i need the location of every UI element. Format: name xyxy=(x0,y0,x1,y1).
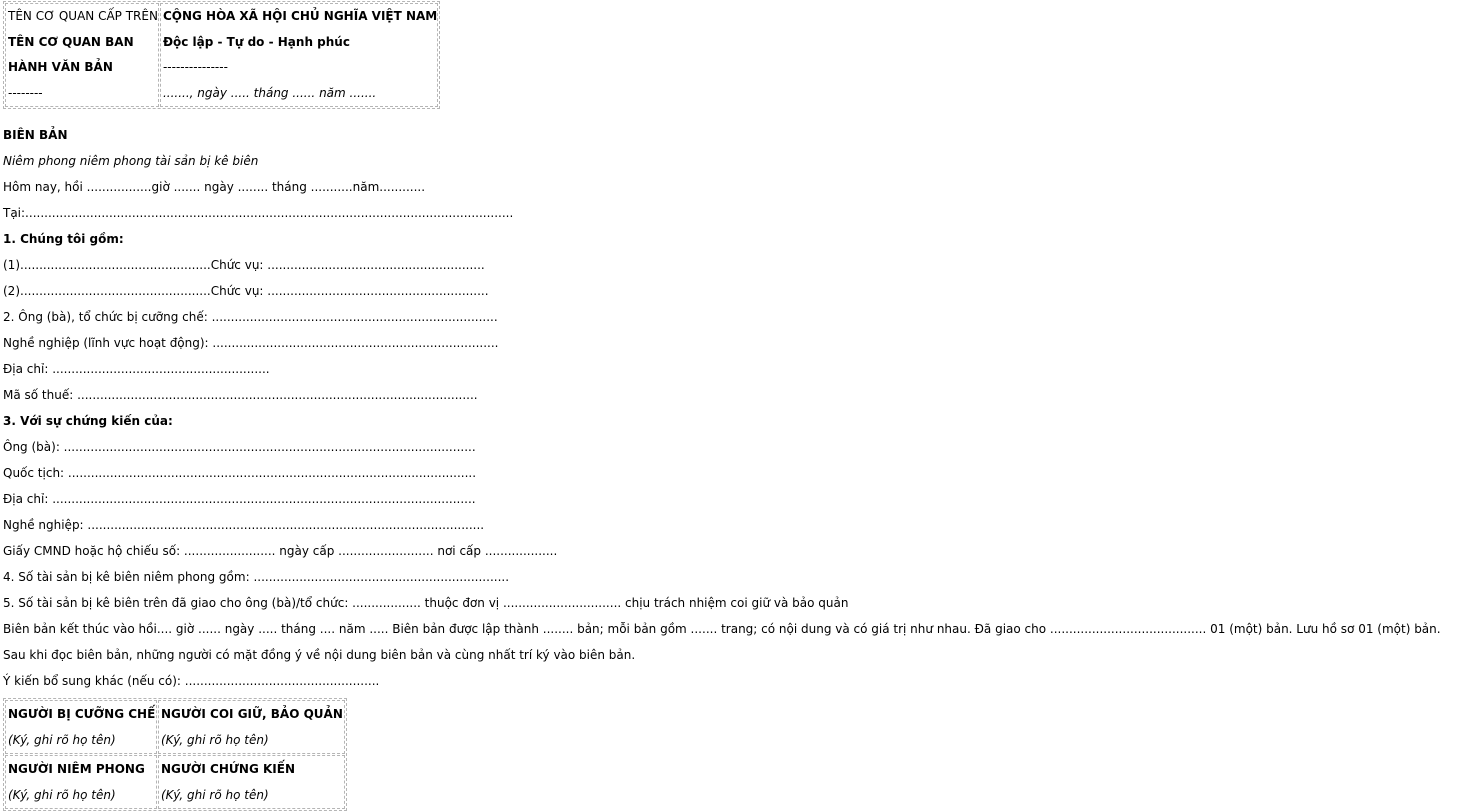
witness-name-line: Ông (bà): ............................................................................................................ xyxy=(3,440,476,454)
agency-separator: -------- xyxy=(8,85,43,100)
signature-note: (Ký, ghi rõ họ tên) xyxy=(8,733,116,747)
id-card-line: Giấy CMND hoặc hộ chiếu số: ........................ ngày cấp ......................... nơi cấp ................... xyxy=(3,544,558,558)
header-table xyxy=(3,1,440,109)
signature-title: NGƯỜI COI GIỮ, BẢO QUẢN xyxy=(161,707,343,721)
document-subtitle: Niêm phong niêm phong tài sản bị kê biên xyxy=(3,154,259,168)
signature-custodian xyxy=(158,700,345,754)
agency-cell xyxy=(5,3,159,107)
time-line: Hôm nay, hồi .................giờ ....... ngày ........ tháng ...........năm............ xyxy=(3,180,426,194)
signature-title: NGƯỜI CHỨNG KIẾN xyxy=(161,762,295,776)
signature-note: (Ký, ghi rõ họ tên) xyxy=(161,788,269,802)
signature-enforced-person xyxy=(5,700,157,754)
section-1-heading: 1. Chúng tôi gồm: xyxy=(3,232,124,246)
parent-agency: TÊN CƠ QUAN CẤP TRÊN xyxy=(8,9,158,23)
signature-witness xyxy=(158,755,345,809)
place-line: Tại:................................................................................................................................ xyxy=(3,206,514,220)
section-2-line: 2. Ông (bà), tổ chức bị cưỡng chế: ........................................................................... xyxy=(3,310,498,324)
member-2-line: (2)..................................................Chức vụ: .......................................................... xyxy=(3,284,489,298)
signature-table xyxy=(3,698,347,811)
occupation-line: Nghề nghiệp (lĩnh vực hoạt động): ........................................................................... xyxy=(3,336,499,350)
nationality-line: Quốc tịch: ........................................................................................................... xyxy=(3,466,477,480)
section-4-line: 4. Số tài sản bị kê biên niêm phong gồm: ................................................................... xyxy=(3,570,510,584)
issuing-agency-line1: TÊN CƠ QUAN BAN xyxy=(8,34,134,49)
section-3-heading: 3. Với sự chứng kiến của: xyxy=(3,414,173,428)
nation-name: CỘNG HÒA XÃ HỘI CHỦ NGHĨA VIỆT NAM xyxy=(162,9,438,23)
tax-code-line: Mã số thuế: ......................................................................................................... xyxy=(3,388,478,402)
nation-cell xyxy=(160,3,438,107)
document-title: BIÊN BẢN xyxy=(3,128,68,142)
signature-title: NGƯỜI BỊ CƯỠNG CHẾ xyxy=(8,707,156,721)
national-motto: Độc lập - Tự do - Hạnh phúc xyxy=(162,34,350,49)
date-line: ......., ngày ..... tháng ...... năm ....... xyxy=(162,85,377,100)
signature-sealer xyxy=(5,755,157,809)
signature-note: (Ký, ghi rõ họ tên) xyxy=(8,788,116,802)
document-body xyxy=(3,122,1477,694)
issuing-agency-line2: HÀNH VĂN BẢN xyxy=(8,60,113,74)
closing-line: Biên bản kết thúc vào hồi.... giờ ...... ngày ..... tháng .... năm ..... Biên bản được lập thành ........ bản; mỗi bản gồm ....... trang; có nội dung và có giá trị như nhau. Đã giao cho ......................................... 01 (một) bản. Lưu hồ sơ 01 (một) bản. xyxy=(3,622,1441,636)
other-opinions-line: Ý kiến bổ sung khác (nếu có): ................................................... xyxy=(3,674,380,688)
section-5-line: 5. Số tài sản bị kê biên trên đã giao cho ông (bà)/tổ chức: .................. thuộc đơn vị ............................... chịu trách nhiệm coi giữ và bảo quản xyxy=(3,596,849,610)
witness-occupation-line: Nghề nghiệp: ........................................................................................................ xyxy=(3,518,485,532)
witness-address-line: Địa chỉ: ............................................................................................................... xyxy=(3,492,476,506)
signature-title: NGƯỜI NIÊM PHONG xyxy=(8,762,145,776)
nation-separator: --------------- xyxy=(162,60,228,74)
document-page xyxy=(3,0,1477,811)
member-1-line: (1)..................................................Chức vụ: ......................................................... xyxy=(3,258,485,272)
agreement-line: Sau khi đọc biên bản, những người có mặt đồng ý về nội dung biên bản và cùng nhất trí ký vào biên bản. xyxy=(3,648,636,662)
signature-note: (Ký, ghi rõ họ tên) xyxy=(161,733,269,747)
address-line: Địa chỉ: ......................................................... xyxy=(3,362,270,376)
